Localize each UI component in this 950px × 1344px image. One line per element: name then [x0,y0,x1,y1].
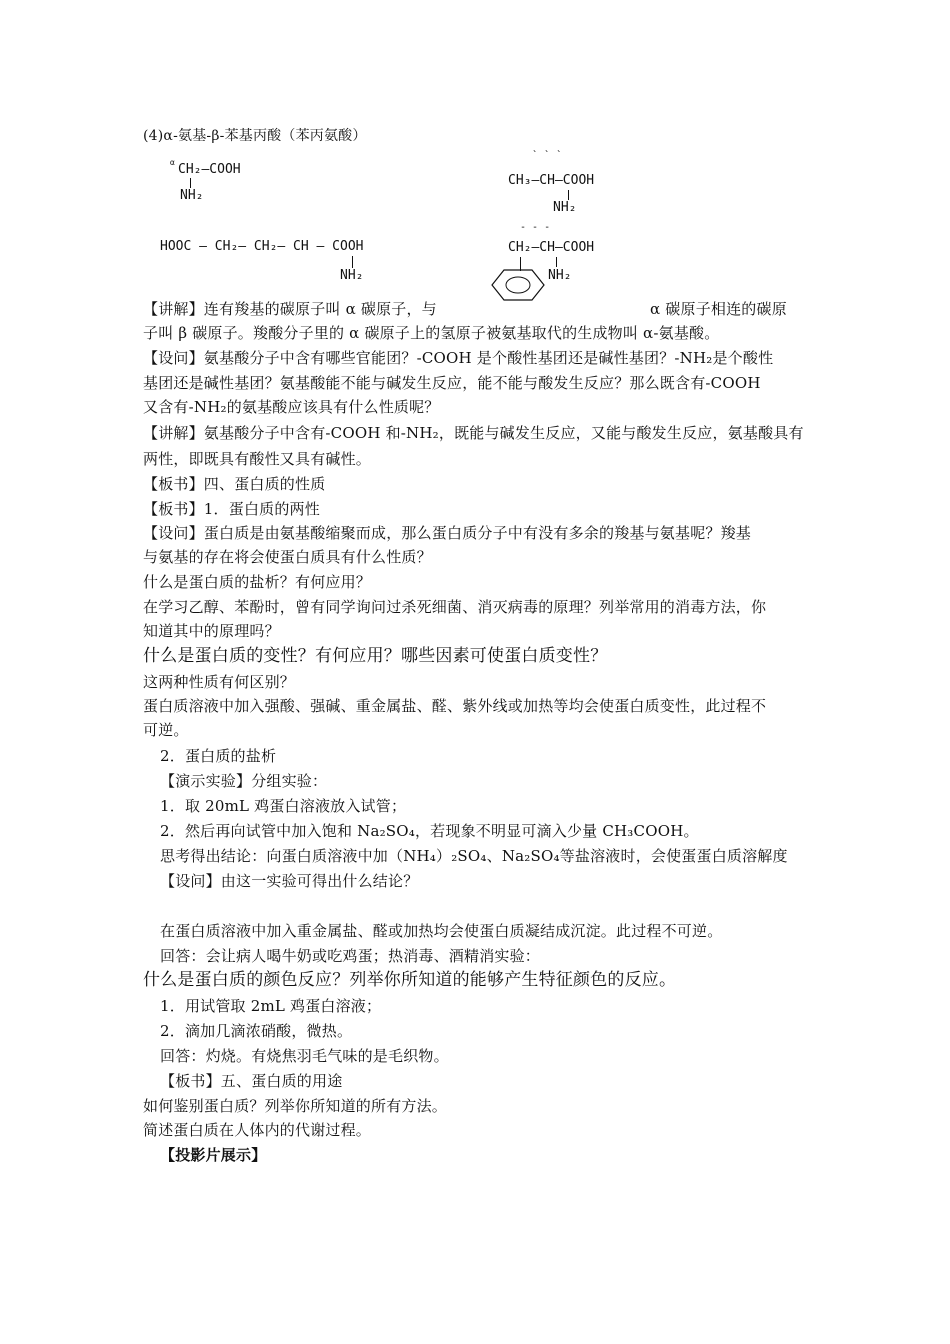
glycine-amino-group: NH₂ [180,188,204,203]
line-26: 简述蛋白质在人体内的代谢过程。 [143,1121,372,1139]
explain-line-3b: 两性，即既具有酸性又具有碱性。 [143,450,372,468]
line-11b: 可逆。 [143,721,189,739]
explain-line-1a: 【讲解】连有羧基的碳原子叫 α 碳原子，与 [143,300,437,318]
line-10: 这两种性质有何区别？ [143,673,296,691]
phenylalanine-amino-bond [556,257,557,267]
question-line-6b: 与氨基的存在将会使蛋白质具有什么性质？ [143,548,432,566]
alanine-bond [568,190,569,200]
glutamic-main-chain: HOOC — CH₂— CH₂— CH — COOH [160,239,364,254]
line-27: 【投影片展示】 [160,1146,267,1164]
explain-line-1b: α 碳原子相连的碳原 [650,300,787,318]
glycine-bond [190,178,191,188]
line-12: 2．蛋白质的盐析 [160,747,277,765]
line-8a: 在学习乙醇、苯酚时，曾有同学询问过杀死细菌、消灭病毒的原理？列举常用的消毒方法，你 [143,598,767,616]
line-13: 【演示实验】分组实验： [160,772,328,790]
line-25: 如何鉴别蛋白质？列举你所知道的所有方法。 [143,1097,448,1115]
line-9: 什么是蛋白质的变性？有何应用？哪些因素可使蛋白质变性？ [143,646,608,666]
alanine-amino-group: NH₂ [553,200,577,215]
explain-line-1c: 子叫 β 碳原子。羧酸分子里的 α 碳原子上的氢原子被氨基取代的生成物叫 α-氨基酸。 [143,324,720,342]
line-19: 回答：会让病人喝牛奶或吃鸡蛋；热消毒、酒精消实验： [160,947,541,965]
question-line-2a: 【设问】氨基酸分子中含有哪些官能团？-COOH 是个酸性基团还是碱性基团？-NH₂是个酸性 [143,349,774,367]
glutamic-amino-group: NH₂ [340,268,364,283]
line-15: 2．然后再向试管中加入饱和 Na₂SO₄，若现象不明显可滴入少量 CH₃COOH。 [160,822,699,840]
board-line-4: 【板书】四、蛋白质的性质 [143,475,326,493]
line-23: 回答：灼烧。有烧焦羽毛气味的是毛织物。 [160,1047,449,1065]
glycine-main-chain: CH₂—COOH [178,162,241,177]
line-24: 【板书】五、蛋白质的用途 [160,1072,343,1090]
alanine-marks: ` ` ` [532,150,563,161]
question-line-2c: 又含有-NH₂的氨基酸应该具有什么性质呢？ [143,398,440,416]
line-16: 思考得出结论：向蛋白质溶液中加（NH₄）₂SO₄、Na₂SO₄等盐溶液时，会使蛋蛋白质溶解度 [160,847,788,865]
line-8b: 知道其中的原理吗？ [143,622,280,640]
phenylalanine-marks: - - - [520,222,551,233]
line-11a: 蛋白质溶液中加入强酸、强碱、重金属盐、醛、紫外线或加热等均会使蛋白质变性，此过程不 [143,697,767,715]
alanine-main-chain: CH₃—CH—COOH [508,173,595,188]
glutamic-bond [352,256,353,268]
line-14: 1．取 20mL 鸡蛋白溶液放入试管； [160,797,407,815]
benzene-ring-icon [490,268,546,302]
alpha-label: α [170,158,175,167]
board-line-5: 【板书】1．蛋白质的两性 [143,500,320,518]
phenylalanine-amino-group: NH₂ [548,268,572,283]
question-line-2b: 基团还是碱性基团？氨基酸能不能与碱发生反应，能不能与酸发生反应？那么既含有-COOH [143,374,761,392]
section-heading: (4)α-氨基-β-苯基丙酸（苯丙氨酸） [143,128,367,144]
question-line-6a: 【设问】蛋白质是由氨基酸缩聚而成，那么蛋白质分子中有没有多余的羧基与氨基呢？羧基 [143,524,752,542]
line-21: 1．用试管取 2mL 鸡蛋白溶液； [160,997,382,1015]
line-20: 什么是蛋白质的颜色反应？列举你所知道的能够产生特征颜色的反应。 [143,970,677,990]
line-18: 在蛋白质溶液中加入重金属盐、醛或加热均会使蛋白质凝结成沉淀。此过程不可逆。 [160,922,723,940]
explain-line-3a: 【讲解】氨基酸分子中含有-COOH 和-NH₂，既能与碱发生反应，又能与酸发生反应，氨基酸具有 [143,424,804,442]
line-22: 2．滴加几滴浓硝酸，微热。 [160,1022,353,1040]
phenylalanine-main-chain: CH₂—CH—COOH [508,240,595,255]
line-17: 【设问】由这一实验可得出什么结论？ [160,872,419,890]
line-7: 什么是蛋白质的盐析？有何应用？ [143,573,372,591]
